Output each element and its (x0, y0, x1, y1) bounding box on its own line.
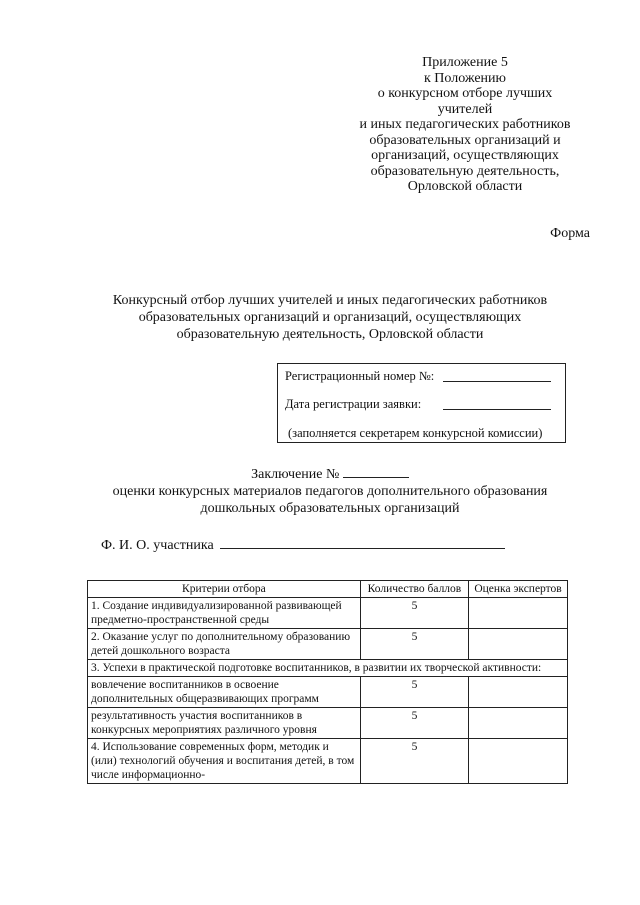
criterion-cell: результативность участия воспитанников в конкурсных мероприятиях различного уровня (88, 708, 361, 739)
table-row (88, 660, 568, 677)
points-cell: 5 (360, 739, 468, 784)
appendix-line: Приложение 5 (422, 55, 508, 70)
header-expert: Оценка экспертов (469, 581, 568, 598)
registration-number-label: Регистрационный номер №: (285, 369, 435, 383)
appendix-line: образовательных организаций и (369, 132, 561, 148)
table-row (88, 677, 568, 708)
expert-cell[interactable] (469, 708, 568, 739)
appendix-line: о конкурсном отборе лучших (377, 86, 553, 101)
criterion-section-cell: 3. Успехи в практической подготовке воспитанников, в развитии их творческой активности: (88, 660, 568, 677)
expert-cell[interactable] (469, 598, 568, 629)
appendix-line: и иных педагогических работников (359, 117, 571, 132)
table-row (88, 629, 568, 660)
title-line: образовательную деятельность, Орловской области (176, 327, 484, 342)
appendix-line: учителей (437, 101, 493, 117)
expert-cell[interactable] (469, 677, 568, 708)
registration-date-label: Дата регистрации заявки: (285, 397, 422, 411)
conclusion-label: Заключение № (251, 467, 340, 482)
form-label: Форма (550, 226, 590, 241)
participant-row (101, 536, 505, 554)
title-line: Конкурсный отбор лучших учителей и иных педагогических работников (112, 293, 548, 308)
criterion-cell: вовлечение воспитанников в освоение дополнительных общеразвивающих программ (88, 677, 361, 708)
header-points: Количество баллов (360, 581, 468, 598)
registration-box (277, 363, 566, 443)
registration-number-field[interactable] (443, 381, 551, 382)
conclusion-number-field[interactable] (343, 465, 409, 478)
appendix-line: Орловской области (407, 179, 523, 194)
criterion-cell: 4. Использование современных форм, методик и (или) технологий обучения и воспитания детей, в том числе информационно- (88, 739, 361, 784)
conclusion-line: дошкольных образовательных организаций (200, 501, 460, 516)
points-cell: 5 (360, 677, 468, 708)
document-title (70, 292, 590, 343)
title-line: образовательных организаций и организаций, осуществляющих (138, 310, 522, 325)
appendix-header (330, 55, 600, 195)
expert-cell[interactable] (469, 629, 568, 660)
expert-cell[interactable] (469, 739, 568, 784)
appendix-line: к Положению (423, 70, 506, 86)
table-row (88, 739, 568, 784)
table-row (88, 598, 568, 629)
criterion-cell: 2. Оказание услуг по дополнительному образованию детей дошкольного возраста (88, 629, 361, 660)
conclusion-heading (60, 465, 600, 517)
header-criteria: Критерии отбора (88, 581, 361, 598)
criterion-cell: 1. Создание индивидуализированной развивающей предметно-пространственной среды (88, 598, 361, 629)
criteria-table (87, 580, 568, 784)
conclusion-line: оценки конкурсных материалов педагогов дополнительного образования (112, 484, 548, 499)
participant-name-field[interactable] (220, 536, 505, 549)
points-cell: 5 (360, 629, 468, 660)
points-cell: 5 (360, 708, 468, 739)
table-row (88, 708, 568, 739)
appendix-line: образовательную деятельность, (370, 163, 560, 179)
conclusion-line (60, 465, 600, 483)
points-cell: 5 (360, 598, 468, 629)
appendix-line: организаций, осуществляющих (371, 148, 559, 163)
registration-note: (заполняется секретарем конкурсной комиссии) (288, 426, 543, 440)
table-header-row (88, 581, 568, 598)
registration-date-field[interactable] (443, 409, 551, 410)
participant-label: Ф. И. О. участника (101, 538, 214, 553)
